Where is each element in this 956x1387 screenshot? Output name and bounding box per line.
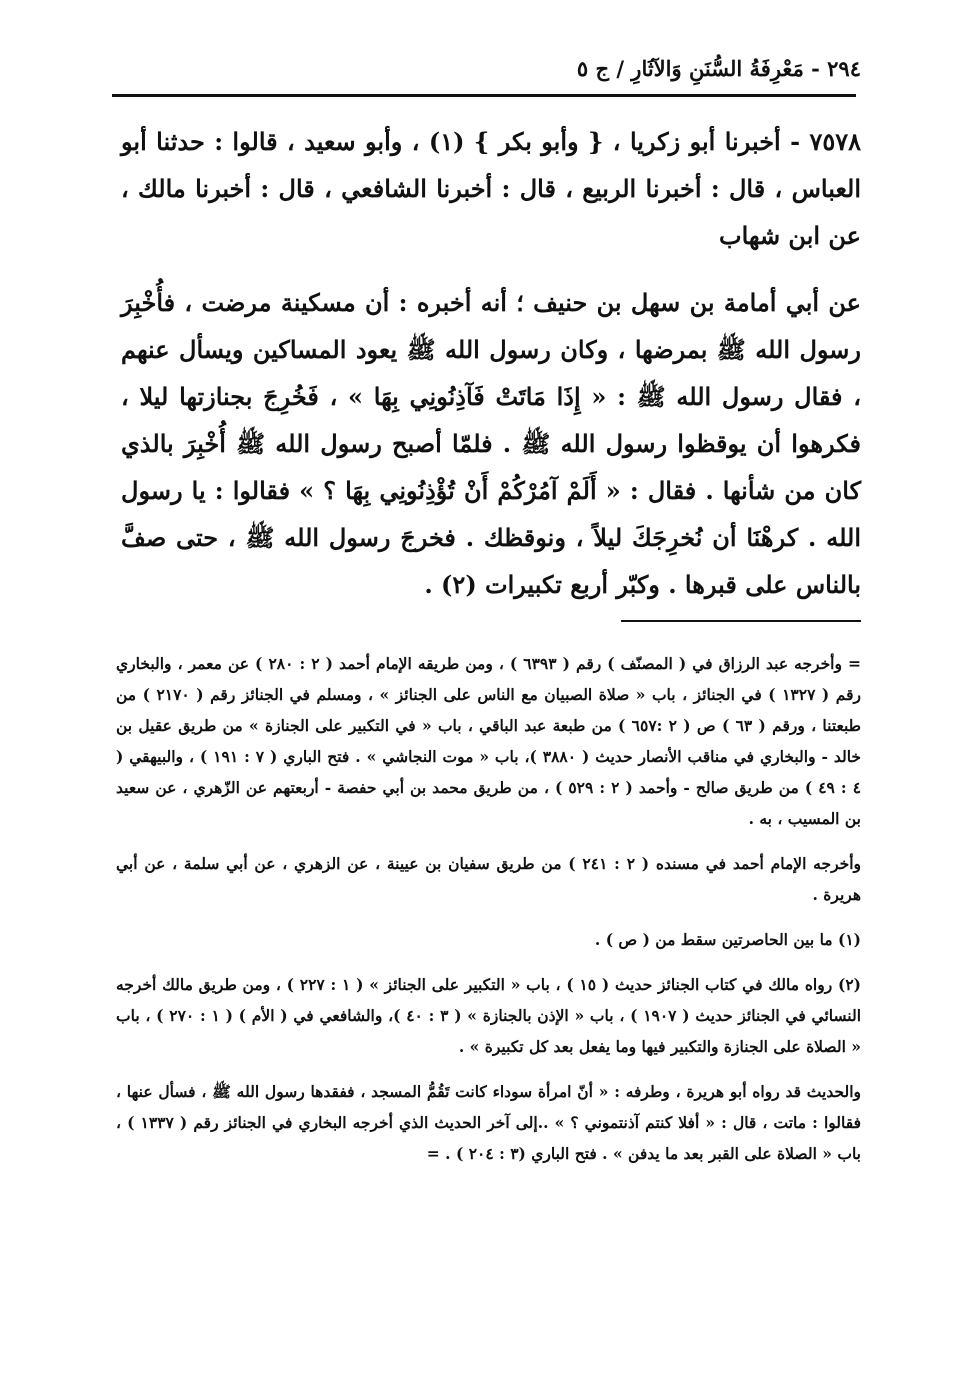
main-text: [121, 118, 861, 608]
header-rule: [112, 94, 856, 97]
footnote-2-continuation: والحديث قد رواه أبو هريرة ، وطرفه : « أنّ امرأة سوداء كانت تَقُمُّ المسجد ، ففقدها رسول الله ﷺ ، فسأل عنها ، فقالوا : ماتت ، قال : « أفلا كنتم آذنتموني ؟ » ..إلى آخر الحديث الذي أخرجه البخاري في الجنائز رقم ( ١٣٣٧ ) ، باب « الصلاة على القبر بعد ما يدفن » . فتح الباري (٣ : ٢٠٤ ) . =: [116, 1082, 861, 1163]
footnote-2: (٢) رواه مالك في كتاب الجنائز حديث ( ١٥ ) ، باب « التكبير على الجنائز » ( ١ : ٢٢٧ ) ، ومن طريق مالك أخرجه النسائي في الجنائز حديث ( ١٩٠٧ ) ، باب « الإذن بالجنازة » ( ٣ : ٤٠ )، والشافعي في ( الأم ) ( ١ : ٢٧٠ ) ، باب « الصلاة على الجنازة والتكبير فيها وما يفعل بعد كل تكبيرة » .: [116, 975, 862, 1056]
hadith-isnad: - أخبرنا أبو زكريا ، { وأبو بكر } (١) ، وأبو سعيد ، قالوا : حدثنا أبو العباس ، قال : أخبرنا الربيع ، قال : أخبرنا الشافعي ، قال : أخبرنا مالك ، عن ابن شهاب: [121, 127, 861, 250]
hadith-matn: عن أبي أمامة بن سهل بن حنيف ؛ أنه أخبره : أن مسكينة مرضت ، فأُخْبِرَ رسول الله ﷺ بمرضها ، وكان رسول الله ﷺ يعود المساكين ويسأل عنهم ، فقال رسول الله ﷺ : « إِذَا مَاتَتْ فَآذِنُونِي بِهَا » ، فَخُرِجَ بجنازتها ليلا ، فكرهوا أن يوقظوا رسول الله ﷺ . فلمّا أصبح رسول الله ﷺ أُخْبِرَ بالذي كان من شأنها . فقال : « أَلَمْ آمُرْكُمْ أَنْ تُؤْذِنُونِي بِهَا ؟ » فقالوا : يا رسول الله . كرهْنَا أن نُخرِجَكَ ليلاً ، ونوقظك . فخرجَ رسول الله ﷺ ، حتى صفَّ بالناس على قبرها . وكبّر أربع تكبيرات (٢) .: [121, 288, 862, 599]
footnote-continuation: = وأخرجه عبد الرزاق في ( المصنّف ) رقم ( ٦٣٩٣ ) ، ومن طريقه الإمام أحمد ( ٢ : ٢٨٠ ) عن معمر ، والبخاري رقم ( ١٣٢٧ ) في الجنائز ، باب « صلاة الصبيان مع الناس على الجنائز » ، ومسلم في الجنائز رقم ( ٢١٧٠ ) من طبعتنا ، ورقم ( ٦٣ ) ص ( ٢ :٦٥٧ ) من طبعة عبد الباقي ، باب « في التكبير على الجنازة » من طريق عقيل بن خالد - والبخاري في مناقب الأنصار حديث ( ٣٨٨٠ )، باب « موت النجاشي » . فتح الباري ( ٧ : ١٩١ ) ، والبيهقي ( ٤ : ٤٩ ) من طريق صالح - وأحمد ( ٢ : ٥٢٩ ) ، من طريق محمد بن أبي حفصة - أربعتهم عن الزّهري ، عن سعيد بن المسيب ، به .: [116, 654, 862, 828]
hadith-isnad-paragraph: [121, 118, 861, 259]
footnote-continuation-2: وأخرجه الإمام أحمد في مسنده ( ٢ : ٢٤١ ) من طريق سفيان بن عيينة ، عن الزهري ، عن أبي سلمة ، عن أبي هريرة .: [116, 854, 861, 904]
hadith-number: ٧٥٧٨: [809, 127, 861, 156]
footnotes: [116, 648, 861, 1169]
running-header: ٢٩٤ - مَعْرِفَةُ السُّنَنِ وَالآثَارِ / ج ٥: [576, 56, 861, 81]
footnote-1: (١) ما بين الحاصرتين سقط من ( ص ) .: [594, 930, 861, 949]
footnote-rule: [621, 620, 861, 622]
